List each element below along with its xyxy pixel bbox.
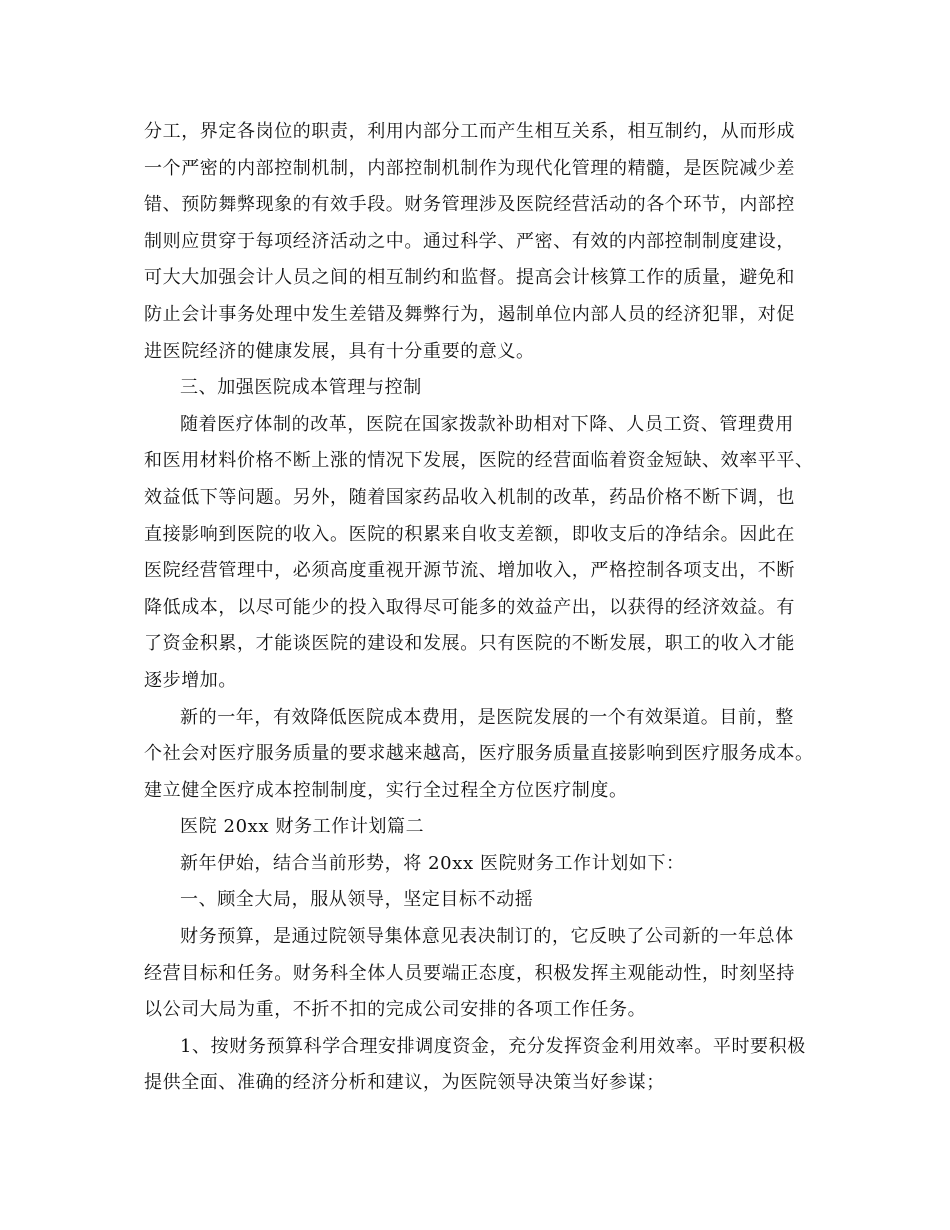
section-heading: 医院 20xx 财务工作计划篇二 bbox=[180, 816, 425, 838]
text-line: 可大大加强会计人员之间的相互制约和监督。提高会计核算工作的质量，避免和 bbox=[144, 267, 795, 289]
text-line: 和医用材料价格不断上涨的情况下发展，医院的经营面临着资金短缺、效率平平、 bbox=[144, 450, 814, 472]
text-line: 进医院经济的健康发展，具有十分重要的意义。 bbox=[144, 340, 535, 362]
text-line: 新的一年，有效降低医院成本费用，是医院发展的一个有效渠道。目前，整 bbox=[180, 706, 794, 728]
text-line: 财务预算，是通过院领导集体意见表决制订的，它反映了公司新的一年总体 bbox=[180, 926, 794, 948]
document-body bbox=[144, 114, 812, 1102]
section-heading: 三、加强医院成本管理与控制 bbox=[180, 377, 422, 399]
text-line: 效益低下等问题。另外，随着国家药品收入机制的改革，药品价格不断下调，也 bbox=[144, 486, 795, 508]
text-line: 建立健全医疗成本控制制度，实行全过程全方位医疗制度。 bbox=[144, 779, 628, 801]
text-line: 分工，界定各岗位的职责，利用内部分工而产生相互关系，相互制约，从而形成 bbox=[144, 121, 795, 142]
text-line: 逐步增加。 bbox=[144, 669, 237, 691]
text-line: 提供全面、准确的经济分析和建议，为医院领导决策当好参谋； bbox=[144, 1072, 665, 1094]
text-line: 以公司大局为重，不折不扣的完成公司安排的各项工作任务。 bbox=[144, 999, 647, 1021]
text-line: 制则应贯穿于每项经济活动之中。通过科学、严密、有效的内部控制制度建设， bbox=[144, 230, 795, 252]
text-line: 医院经营管理中，必须高度重视开源节流、增加收入，严格控制各项支出，不断 bbox=[144, 560, 795, 582]
section-heading: 一、顾全大局，服从领导，坚定目标不动摇 bbox=[180, 889, 534, 911]
text-line: 直接影响到医院的收入。医院的积累来自收支差额，即收支后的净结余。因此在 bbox=[144, 523, 795, 545]
text-line: 防止会计事务处理中发生差错及舞弊行为，遏制单位内部人员的经济犯罪，对促 bbox=[144, 303, 795, 325]
text-line: 经营目标和任务。财务科全体人员要端正态度，积极发挥主观能动性，时刻坚持 bbox=[144, 962, 795, 984]
text-line: 错、预防舞弊现象的有效手段。财务管理涉及医院经营活动的各个环节，内部控 bbox=[144, 194, 795, 216]
text-line: 一个严密的内部控制机制，内部控制机制作为现代化管理的精髓，是医院减少差 bbox=[144, 157, 795, 179]
text-line: 个社会对医疗服务质量的要求越来越高，医疗服务质量直接影响到医疗服务成本。 bbox=[144, 743, 814, 765]
text-line: 随着医疗体制的改革，医院在国家拨款补助相对下降、人员工资、管理费用 bbox=[180, 413, 794, 435]
text-line: 了资金积累，才能谈医院的建设和发展。只有医院的不断发展，职工的收入才能 bbox=[144, 633, 795, 655]
text-line: 新年伊始，结合当前形势，将 20xx 医院财务工作计划如下： bbox=[180, 852, 685, 874]
text-line: 降低成本，以尽可能少的投入取得尽可能多的效益产出，以获得的经济效益。有 bbox=[144, 596, 795, 618]
text-line: 1、按财务预算科学合理安排调度资金，充分发挥资金利用效率。平时要积极 bbox=[180, 1035, 806, 1057]
